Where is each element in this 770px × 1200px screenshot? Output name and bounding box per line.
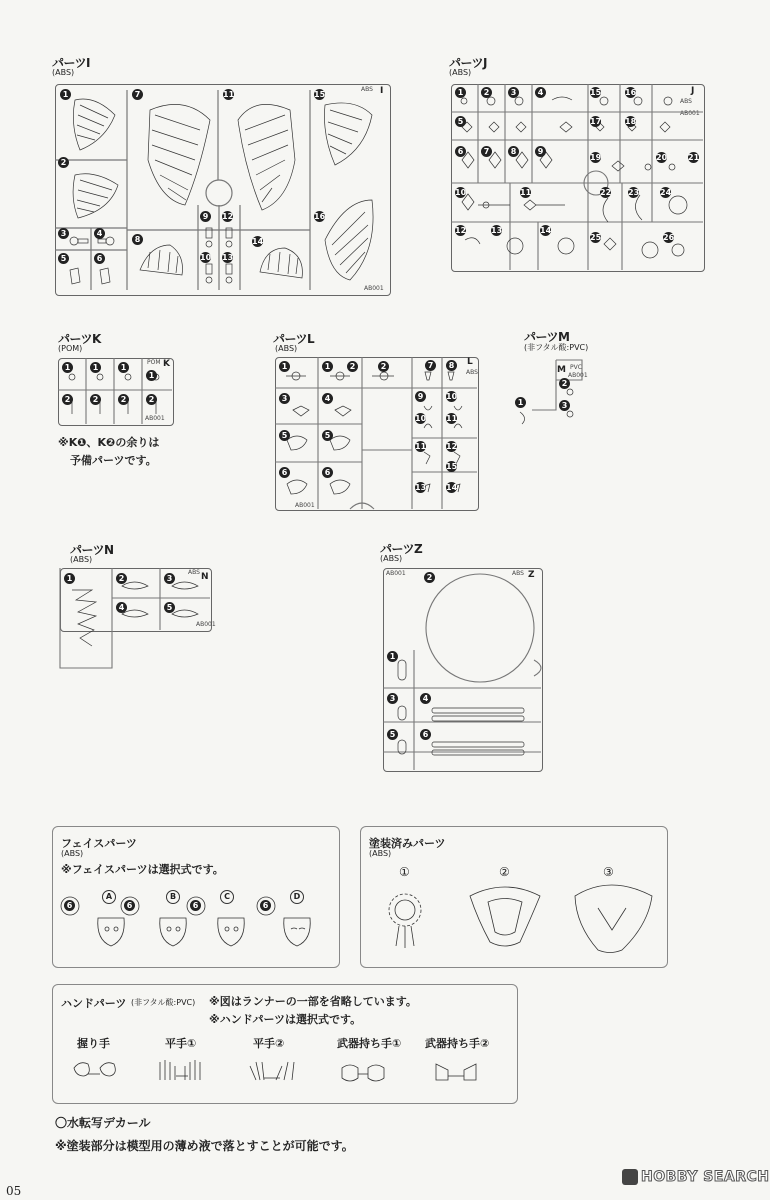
part-number: 6 — [94, 253, 105, 264]
part-number: 21 — [688, 153, 700, 162]
face-part-number: 6 — [124, 900, 135, 911]
runner-code: AB001 — [568, 372, 588, 379]
part-number: 3 — [559, 400, 570, 411]
part-number: 4 — [322, 393, 333, 404]
part-number: 12 — [446, 442, 458, 451]
hand-type-label: 武器持ち手① — [337, 1037, 402, 1050]
material-label: (非フタル酸:PVC) — [131, 998, 196, 1007]
part-number: 25 — [590, 233, 602, 242]
runner-letter: J — [691, 86, 695, 96]
part-number: 16 — [625, 88, 637, 97]
part-number: 7 — [481, 146, 492, 157]
part-number: 11 — [223, 90, 235, 99]
runner-code: AB001 — [295, 502, 315, 509]
box-title: フェイスパーツ — [61, 837, 137, 850]
part-number: 1 — [60, 89, 71, 100]
material-label: (ABS) — [380, 554, 403, 563]
part-number: 6 — [322, 467, 333, 478]
part-number: 4 — [535, 87, 546, 98]
face-option-d: D — [290, 890, 304, 904]
hand-type-label: 平手① — [165, 1037, 197, 1050]
part-number: 10 — [455, 188, 467, 197]
section-title: パーツL — [273, 332, 315, 346]
part-number: 16 — [314, 212, 326, 221]
part-number: 9 — [415, 391, 426, 402]
part-number: 2 — [58, 157, 69, 168]
decal-note: 〇水転写デカール — [55, 1116, 151, 1130]
part-number: 6 — [420, 729, 431, 740]
section-title: パーツM — [524, 330, 570, 344]
face-option-c: C — [220, 890, 234, 904]
logo-icon — [622, 1169, 638, 1185]
runner-tag: PVC — [570, 364, 582, 371]
part-number: 11 — [520, 188, 532, 197]
face-part-number: 6 — [260, 900, 271, 911]
runner-code: AB001 — [196, 621, 216, 628]
part-number: 1 — [118, 362, 129, 373]
part-number: 1 — [90, 362, 101, 373]
part-number: 5 — [164, 602, 175, 613]
material-label: (ABS) — [52, 68, 75, 77]
part-number: 13 — [415, 483, 427, 492]
part-number: 8 — [132, 234, 143, 245]
face-part-number: 6 — [64, 900, 75, 911]
part-number: 24 — [660, 188, 672, 197]
hand-type-label: 握り手 — [77, 1037, 110, 1050]
part-number: 5 — [387, 729, 398, 740]
part-number: 10 — [446, 392, 458, 401]
part-number: 18 — [625, 117, 637, 126]
part-number: 3 — [508, 87, 519, 98]
part-number: 15 — [314, 90, 326, 99]
part-number: 2 — [90, 394, 101, 405]
painted-item-2: ② — [499, 865, 510, 879]
part-number: 23 — [628, 188, 640, 197]
part-number: 5 — [455, 116, 466, 127]
part-number: 1 — [64, 573, 75, 584]
part-number: 10 — [200, 253, 212, 262]
part-number: 15 — [446, 462, 458, 471]
part-number: 4 — [94, 228, 105, 239]
part-number: 2 — [424, 572, 435, 583]
runner-tag: ABS — [466, 369, 478, 376]
section-title: パーツI — [52, 56, 90, 70]
runner-letter: I — [380, 86, 384, 96]
material-label: (POM) — [58, 344, 83, 353]
watermark — [622, 1169, 769, 1185]
part-number: 15 — [590, 88, 602, 97]
part-number: 6 — [455, 146, 466, 157]
runner-letter: M — [557, 365, 566, 375]
part-number: 22 — [600, 188, 612, 197]
part-number: 14 — [446, 483, 458, 492]
part-number: 1 — [455, 87, 466, 98]
face-option-b: B — [166, 890, 180, 904]
face-option-a: A — [102, 890, 116, 904]
part-number: 2 — [118, 394, 129, 405]
part-number: 6 — [279, 467, 290, 478]
hand-type-label: 武器持ち手② — [425, 1037, 490, 1050]
spare-note: ※K❶、K❷の余りは — [58, 436, 160, 449]
omission-note: ※図はランナーの一部を省略しています。 — [209, 995, 417, 1008]
part-number: 9 — [200, 211, 211, 222]
part-number: 1 — [322, 361, 333, 372]
runner-letter: L — [467, 357, 473, 367]
part-number: 14 — [252, 237, 264, 246]
part-number: 8 — [446, 360, 457, 371]
part-number: 2 — [481, 87, 492, 98]
part-number: 9 — [535, 146, 546, 157]
part-number: 3 — [164, 573, 175, 584]
part-number: 5 — [322, 430, 333, 441]
runner-letter: K — [163, 359, 170, 369]
part-number: 1 — [515, 397, 526, 408]
part-number: 17 — [590, 117, 602, 126]
selection-note: ※フェイスパーツは選択式です。 — [61, 863, 224, 876]
material-label: (ABS) — [70, 555, 93, 564]
section-title: パーツN — [70, 543, 114, 557]
box-title: 塗装済みパーツ — [369, 837, 446, 850]
material-label: (ABS) — [275, 344, 298, 353]
part-number: 4 — [116, 602, 127, 613]
part-number: 1 — [146, 370, 157, 381]
watermark-text: HOBBY SEARCH — [641, 1169, 770, 1185]
selection-note: ※ハンドパーツは選択式です。 — [209, 1013, 362, 1026]
part-number: 8 — [508, 146, 519, 157]
page-number: 05 — [6, 1184, 22, 1198]
runner-letter: N — [201, 572, 209, 582]
part-number: 14 — [540, 226, 552, 235]
runner-tag: POM — [147, 359, 161, 366]
part-number: 13 — [491, 226, 503, 235]
runner-code: AB001 — [680, 110, 700, 117]
part-number: 2 — [559, 378, 570, 389]
painted-item-3: ③ — [603, 865, 614, 879]
part-number: 2 — [347, 361, 358, 372]
part-number: 1 — [387, 651, 398, 662]
runner-code: AB001 — [386, 570, 406, 577]
painted-item-1: ① — [399, 865, 410, 879]
part-number: 4 — [420, 693, 431, 704]
box-title: ハンドパーツ — [61, 997, 127, 1010]
part-number: 26 — [663, 233, 675, 242]
runner-tag: ABS — [361, 86, 373, 93]
part-number: 13 — [222, 253, 234, 262]
part-number: 3 — [279, 393, 290, 404]
part-number: 12 — [222, 212, 234, 221]
runner-letter: Z — [528, 570, 535, 580]
part-number: 7 — [425, 360, 436, 371]
material-label: (非フタル酸:PVC) — [524, 343, 589, 352]
runner-tag: ABS — [512, 570, 524, 577]
material-label: (ABS) — [369, 849, 392, 858]
part-number: 2 — [146, 394, 157, 405]
part-number: 11 — [446, 414, 458, 423]
part-number: 2 — [62, 394, 73, 405]
part-number: 2 — [116, 573, 127, 584]
part-number: 12 — [455, 226, 467, 235]
part-number: 5 — [58, 253, 69, 264]
paint-note: ※塗装部分は模型用の薄め液で落とすことが可能です。 — [55, 1139, 354, 1153]
runner-tag: ABS — [680, 98, 692, 105]
part-number: 3 — [387, 693, 398, 704]
section-title: パーツK — [58, 332, 101, 346]
part-number: 3 — [58, 228, 69, 239]
part-number: 10 — [415, 414, 427, 423]
runner-code: AB001 — [364, 285, 384, 292]
section-title: パーツZ — [380, 542, 423, 556]
spare-note: 予備パーツです。 — [70, 454, 157, 467]
material-label: (ABS) — [61, 849, 84, 858]
part-number: 2 — [378, 361, 389, 372]
hand-type-label: 平手② — [253, 1037, 285, 1050]
part-number: 19 — [590, 153, 602, 162]
part-number: 20 — [656, 153, 668, 162]
part-number: 1 — [62, 362, 73, 373]
runner-tag: ABS — [188, 569, 200, 576]
runner-code: AB001 — [145, 415, 165, 422]
part-number: 7 — [132, 89, 143, 100]
section-title: パーツJ — [449, 56, 487, 70]
part-number: 11 — [415, 442, 427, 451]
material-label: (ABS) — [449, 68, 472, 77]
part-number: 1 — [279, 361, 290, 372]
face-part-number: 6 — [190, 900, 201, 911]
part-number: 5 — [279, 430, 290, 441]
